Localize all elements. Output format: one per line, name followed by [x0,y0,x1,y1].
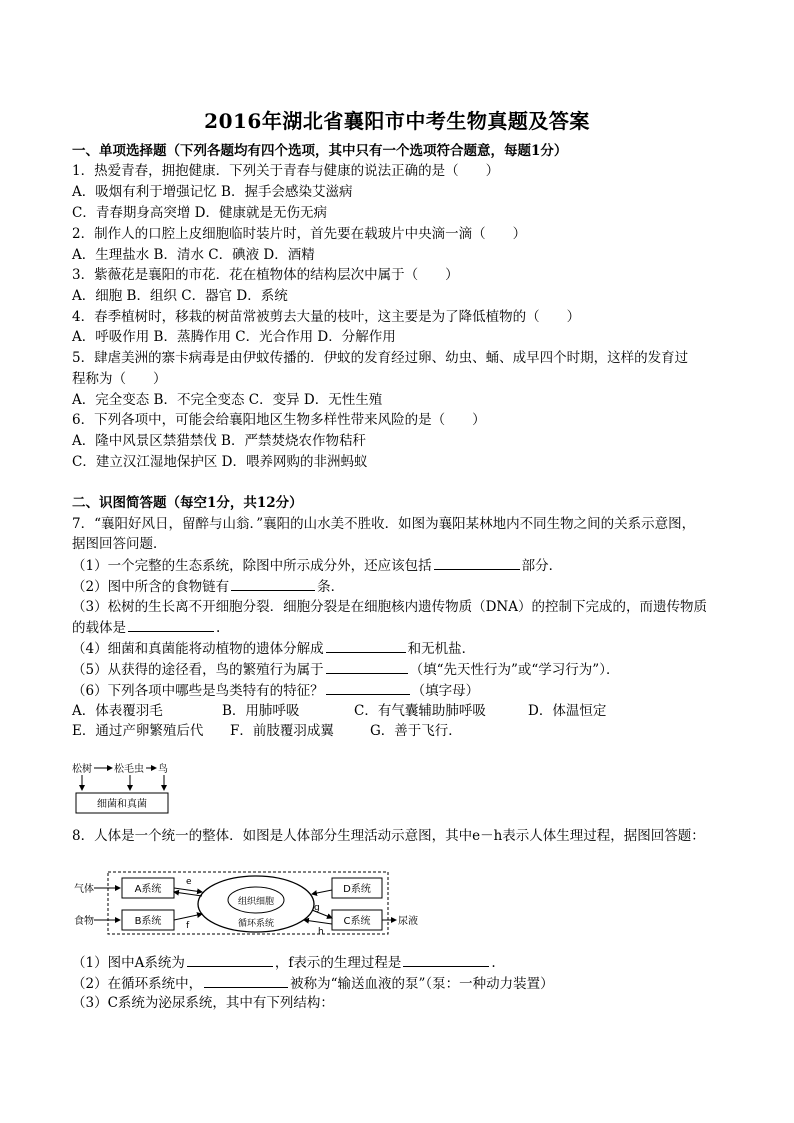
q7-part2 [72,577,344,597]
q7-part1 [72,556,562,576]
q3-options: A．细胞 B．组织 C．器官 D．系统 [72,288,288,304]
diagram-arrow [312,890,332,894]
q7-part3-end: . [216,620,221,636]
q7-part2-text: （2）图中所含的食物链有 [72,579,230,595]
q7-part5-text: （5）从获得的途径看，鸟的繁殖行为属于 [72,662,324,678]
q1-stem: 1．热爱青春，拥抱健康．下列关于青春与健康的说法正确的是（ ） [72,163,500,179]
answer-blank[interactable] [403,953,489,967]
q4-options: A．呼吸作用 B．蒸腾作用 C．光合作用 D．分解作用 [72,329,396,345]
q8-part2-text: （2）在循环系统中， [72,976,203,992]
section1-header: 一、单项选择题（下列各题均有四个选项，其中只有一个选项符合题意，每题1分） [72,143,568,159]
q7-option-b: B．用肺呼吸 [222,703,300,719]
q6-options-cd: C．建立汉江湿地保护区 D．喂养网购的非洲蚂蚁 [72,454,368,470]
diagram-label-h: h [318,927,324,937]
q8-part1-text: （1）图中A系统为 [72,955,185,971]
q7-part6 [72,681,479,701]
q7-part3-line2 [72,618,220,638]
q8-part3: （3）C系统为泌尿系统，其中有下列结构： [72,995,334,1011]
diagram-bird: 鸟 [158,764,168,775]
q7-part3-text: 的载体是 [72,620,126,636]
q7-option-a: A．体表覆羽毛 [72,703,163,719]
diagram-label-g: g [314,903,320,913]
q7-part6-end: （填字母） [411,683,480,699]
q7-option-g: G．善于飞行． [370,723,462,739]
q7-part4-end: 和无机盐． [407,641,476,657]
answer-blank[interactable] [326,660,408,674]
q7-stem-line1: 7．“襄阳好风日，留醉与山翁．”襄阳的山水美不胜收．如图为襄阳某林地内不同生物之间的关系示意图， [72,516,696,532]
q5-options: A．完全变态 B．不完全变态 C．变异 D．无性生殖 [72,392,383,408]
q8-part2 [72,974,554,994]
q3-stem: 3．紫薇花是襄阳的市花．花在植物体的结构层次中属于（ ） [72,267,459,283]
diagram-arrow [174,914,202,920]
answer-blank[interactable] [204,974,288,988]
page-title: 2016年湖北省襄阳市中考生物真题及答案 [204,109,590,133]
q7-part1-text: （1）一个完整的生态系统，除图中所示成分外，还应该包括 [72,558,432,574]
q1-options-ab: A．吸烟有利于增强记忆 B．握手会感染艾滋病 [72,184,353,200]
q7-options-row2 [72,722,462,741]
diagram-label-f: f [186,921,190,931]
q5-stem-line2: 程称为（ ） [72,371,167,387]
diagram-system-d-label: D系统 [343,884,371,895]
q7-option-e: E．通过产卵繁殖后代 [72,723,204,739]
q7-option-c: C．有气囊辅助肺呼吸 [354,703,486,719]
q8-stem: 8．人体是一个统一的整体．如图是人体部分生理活动示意图，其中e－h表示人体生理过程，据图回答题： [72,828,705,844]
q7-stem-line2: 据图回答问题． [72,536,167,552]
q7-part6-text: （6）下列各项中哪些是鸟类特有的特征？ [72,683,324,699]
answer-blank[interactable] [128,618,214,632]
food-web-diagram [70,760,180,818]
q7-option-f: F．前肢覆羽成翼 [230,723,334,739]
answer-blank[interactable] [231,577,315,591]
diagram-food: 食物 [74,916,94,927]
diagram-urine-label: 尿液 [398,916,418,927]
answer-blank[interactable] [326,681,410,695]
diagram-decomposer: 细菌和真菌 [97,799,147,810]
diagram-cell-label: 组织细胞 [237,897,275,907]
diagram-label-e: e [186,877,192,887]
diagram-system-c-label: C系统 [343,916,371,927]
q7-part1-end: 部分． [521,558,563,574]
diagram-pine: 松树 [72,764,92,775]
diagram-system-b-label: B系统 [134,916,162,927]
q2-options: A．生理盐水 B．清水 C．碘液 D．酒精 [72,247,315,263]
diagram-system-a-label: A系统 [134,884,162,895]
q6-stem: 6．下列各项中，可能会给襄阳地区生物多样性带来风险的是（ ） [72,412,486,428]
diagram-caterpillar: 松毛虫 [114,764,144,775]
diagram-circulation-label: 循环系统 [237,919,275,929]
section2-header: 二、识图简答题（每空1分，共12分） [72,495,303,511]
diagram-arrow [304,920,332,924]
q7-part2-end: 条． [317,579,345,595]
q8-part2-end: 被称为“输送血液的泵”（泵：一种动力装置） [290,976,554,992]
q8-part1 [72,953,496,973]
q7-part4-text: （4）细菌和真菌能将动植物的遗体分解成 [72,641,324,657]
q6-options-ab: A．隆中风景区禁猎禁伐 B．严禁焚烧农作物秸秆 [72,433,366,449]
q7-part5-end: （填“先天性行为”或“学习行为”）． [409,662,620,678]
q4-stem: 4．春季植树时，移栽的树苗常被剪去大量的枝叶，这主要是为了降低植物的（ ） [72,309,581,325]
q1-options-cd: C．青春期身高突增 D．健康就是无伤无病 [72,205,327,221]
q8-part1-end: . [491,955,496,971]
diagram-arrow [174,888,202,892]
diagram-arrow [174,892,202,896]
answer-blank[interactable] [326,639,406,653]
answer-blank[interactable] [187,953,273,967]
q7-part4 [72,639,475,659]
q5-stem-line1: 5．肆虐美洲的寨卡病毒是由伊蚊传播的．伊蚊的发育经过卵、幼虫、蛹、成早四个时期，这样的发育过 [72,350,689,366]
q7-part3-line1: （3）松树的生长离不开细胞分裂．细胞分裂是在细胞核内遗传物质（DNA）的控制下完成的，而遗传物质 [72,599,707,615]
answer-blank[interactable] [434,556,520,570]
q7-part5 [72,660,619,680]
q8-part1-mid: ，f表示的生理过程是 [274,955,402,971]
diagram-gas: 气体 [74,884,94,895]
q7-options-row1 [72,702,606,721]
q2-stem: 2．制作人的口腔上皮细胞临时装片时，首先要在载玻片中央滴一滴（ ） [72,226,527,242]
q7-option-d: D．体温恒定 [528,703,607,719]
body-systems-diagram [70,868,420,942]
